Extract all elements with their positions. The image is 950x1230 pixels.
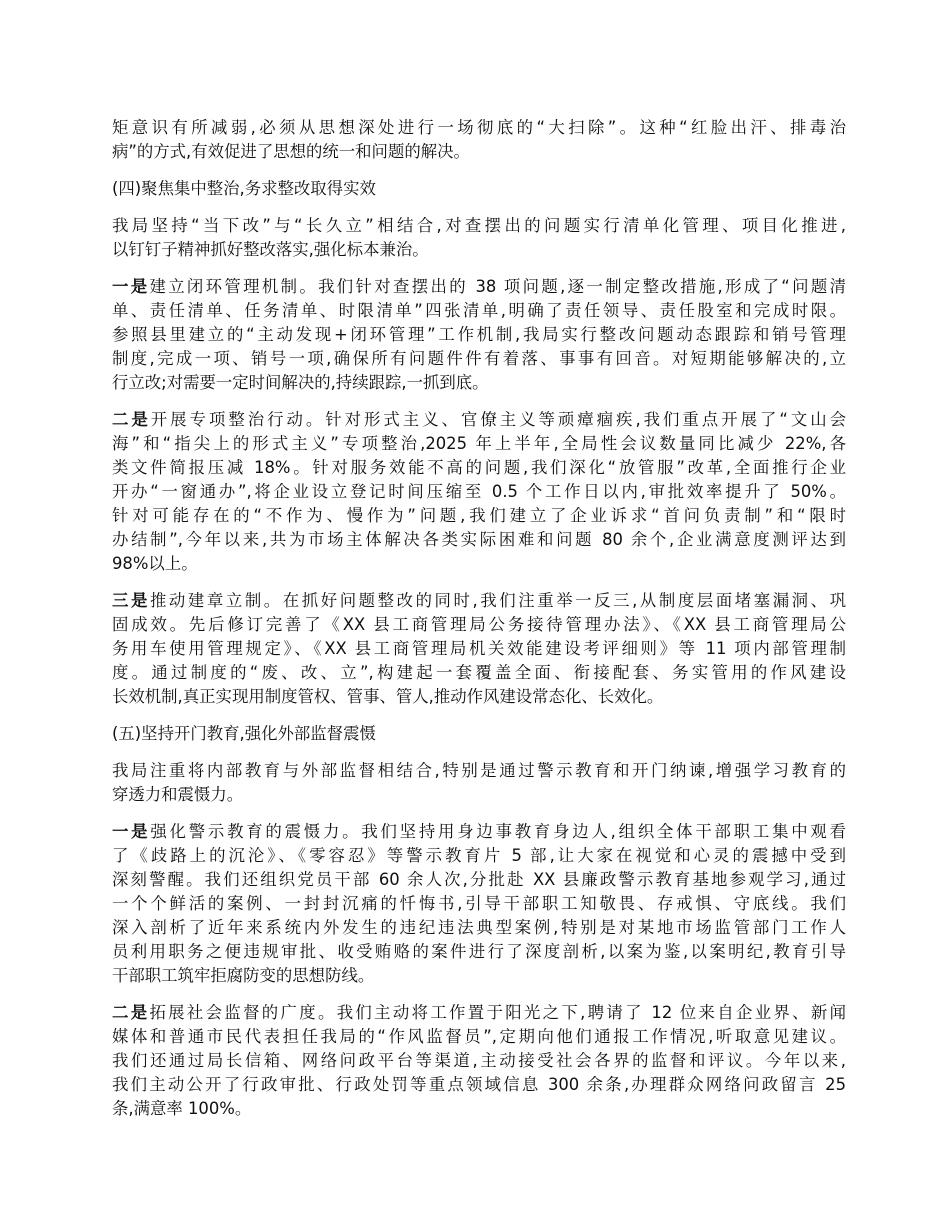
line-text: 建立闭环管理机制。我们针对查摆出的 38 项问题,逐一制定整改措施,形成了“问题清	[149, 277, 846, 296]
paragraph	[112, 820, 846, 988]
line-text: 强化警示教育的震慑力。我们坚持用身边事教育身边人,组织全体干部职工集中观看	[150, 822, 846, 841]
line-text: 海”和“指尖上的形式主义”专项整治,2025 年上半年,全局性会议数量同比减少 22%,各	[112, 434, 846, 453]
line-text: 长效机制,真正实现用制度管权、管事、管人,推动作风建设常态化、长效化。	[112, 687, 664, 706]
text-line	[112, 214, 846, 238]
text-line	[112, 504, 846, 528]
text-line	[112, 940, 846, 964]
line-text: 单、责任清单、任务清单、时限清单”四张清单,明确了责任领导、责任股室和完成时限。	[112, 301, 846, 320]
text-line	[112, 916, 846, 940]
line-text: 深刻警醒。我们还组织党员干部 60 余人次,分批赴 XX 县廉政警示教育基地参观学习,通过	[112, 870, 846, 889]
text-line	[112, 613, 846, 637]
paragraph	[112, 275, 846, 395]
text-line	[112, 637, 846, 661]
section-heading	[112, 722, 846, 746]
text-line	[112, 964, 846, 988]
line-text: 推动建章立制。在抓好问题整改的同时,我们注重举一反三,从制度层面堵塞漏洞、巩	[149, 591, 847, 610]
line-text: 矩意识有所减弱,必须从思想深处进行一场彻底的“大扫除”。这种“红脸出汗、排毒治	[112, 118, 846, 137]
line-text: 我们主动公开了行政审批、行政处罚等重点领域信息 300 余条,办理群众网络问政留言 25	[112, 1075, 846, 1094]
line-text: 务用车使用管理规定》、《XX 县工商管理局机关效能建设考评细则》等 11 项内部管理制	[112, 639, 846, 658]
line-text: 干部职工筑牢拒腐防变的思想防线。	[112, 966, 375, 985]
line-text: 开办“一窗通办”,将企业设立登记时间压缩至 0.5 个工作日以内,审批效率提升了 50%。	[112, 482, 846, 501]
line-text: (四)聚焦集中整治,务求整改取得实效	[112, 179, 376, 198]
line-text: 我们还通过局长信箱、网络问政平台等渠道,主动接受社会各界的监督和评议。今年以来,	[112, 1051, 846, 1070]
line-text: 一个个鲜活的案例、一封封沉痛的忏悔书,引导干部职工知敬畏、存戒惧、守底线。我们	[112, 894, 846, 913]
text-line	[112, 347, 846, 371]
line-text: 我局注重将内部教育与外部监督相结合,特别是通过警示教育和开门纳谏,增强学习教育的	[112, 761, 846, 780]
line-text: 深入剖析了近年来系统内外发生的违纪违法典型案例,特别是对某地市场监管部门工作人	[112, 918, 846, 937]
text-line	[112, 868, 846, 892]
document-body	[112, 116, 846, 1134]
text-line	[112, 456, 846, 480]
paragraph	[112, 1001, 846, 1121]
text-line	[112, 408, 846, 432]
line-text: 病”的方式,有效促进了思想的统一和问题的解决。	[112, 142, 470, 161]
text-line	[112, 552, 846, 576]
text-line	[112, 528, 846, 552]
text-line	[112, 480, 846, 504]
line-text: 拓展社会监督的广度。我们主动将工作置于阳光之下,聘请了 12 位来自企业界、新闻	[149, 1003, 846, 1022]
section-heading	[112, 177, 846, 201]
text-line	[112, 177, 846, 201]
text-line	[112, 892, 846, 916]
paragraph-lead: 三是	[112, 591, 150, 610]
text-line	[112, 722, 846, 746]
paragraph-lead: 一是	[112, 822, 151, 841]
text-line	[112, 759, 846, 783]
paragraph	[112, 589, 846, 709]
text-line	[112, 844, 846, 868]
line-text: 员利用职务之便违规审批、收受贿赂的案件进行了深度剖析,以案为鉴,以案明纪,教育引导	[112, 942, 846, 961]
text-line	[112, 1049, 846, 1073]
line-text: 制度,完成一项、销号一项,确保所有问题件件有着落、事事有回音。对短期能够解决的,立	[112, 349, 846, 368]
paragraph-lead: 一是	[112, 277, 150, 296]
text-line	[112, 371, 846, 395]
text-line	[112, 323, 846, 347]
line-text: 开展专项整治行动。针对形式主义、官僚主义等顽瘴痼疾,我们重点开展了“文山会	[150, 410, 847, 429]
line-text: 固成效。先后修订完善了《XX 县工商管理局公务接待管理办法》、《XX 县工商管理局公	[112, 615, 846, 634]
paragraph-lead: 二是	[112, 1003, 150, 1022]
text-line	[112, 685, 846, 709]
line-text: 度。通过制度的“废、改、立”,构建起一套覆盖全面、衔接配套、务实管用的作风建设	[112, 663, 846, 682]
text-line	[112, 1001, 846, 1025]
paragraph	[112, 116, 846, 164]
line-text: (五)坚持开门教育,强化外部监督震慑	[112, 724, 376, 743]
text-line	[112, 1097, 846, 1121]
line-text: 了《歧路上的沉沦》、《零容忍》等警示教育片 5 部,让大家在视觉和心灵的震撼中受到	[112, 846, 846, 865]
text-line	[112, 783, 846, 807]
text-line	[112, 275, 846, 299]
line-text: 针对可能存在的“不作为、慢作为”问题,我们建立了企业诉求“首问负责制”和“限时	[112, 506, 846, 525]
line-text: 参照县里建立的“主动发现+闭环管理”工作机制,我局实行整改问题动态跟踪和销号管理	[112, 325, 846, 344]
paragraph	[112, 759, 846, 807]
text-line	[112, 589, 846, 613]
line-text: 办结制”,今年以来,共为市场主体解决各类实际困难和问题 80 余个,企业满意度测评达到	[112, 530, 846, 549]
text-line	[112, 116, 846, 140]
text-line	[112, 432, 846, 456]
text-line	[112, 299, 846, 323]
line-text: 98%以上。	[112, 554, 198, 573]
paragraph	[112, 214, 846, 262]
text-line	[112, 820, 846, 844]
line-text: 媒体和普通市民代表担任我局的“作风监督员”,定期向他们通报工作情况,听取意见建议。	[112, 1027, 846, 1046]
line-text: 以钉钉子精神抓好整改落实,强化标本兼治。	[112, 240, 429, 259]
text-line	[112, 1073, 846, 1097]
text-line	[112, 140, 846, 164]
line-text: 我局坚持“当下改”与“长久立”相结合,对查摆出的问题实行清单化管理、项目化推进,	[112, 216, 846, 235]
paragraph	[112, 408, 846, 576]
line-text: 行立改;对需要一定时间解决的,持续跟踪,一抓到底。	[112, 373, 489, 392]
line-text: 穿透力和震慑力。	[112, 785, 244, 804]
text-line	[112, 661, 846, 685]
paragraph-lead: 二是	[112, 410, 151, 429]
line-text: 条,满意率 100%。	[112, 1099, 252, 1118]
line-text: 类文件简报压减 18%。针对服务效能不高的问题,我们深化“放管服”改革,全面推行企业	[112, 458, 846, 477]
text-line	[112, 1025, 846, 1049]
text-line	[112, 238, 846, 262]
